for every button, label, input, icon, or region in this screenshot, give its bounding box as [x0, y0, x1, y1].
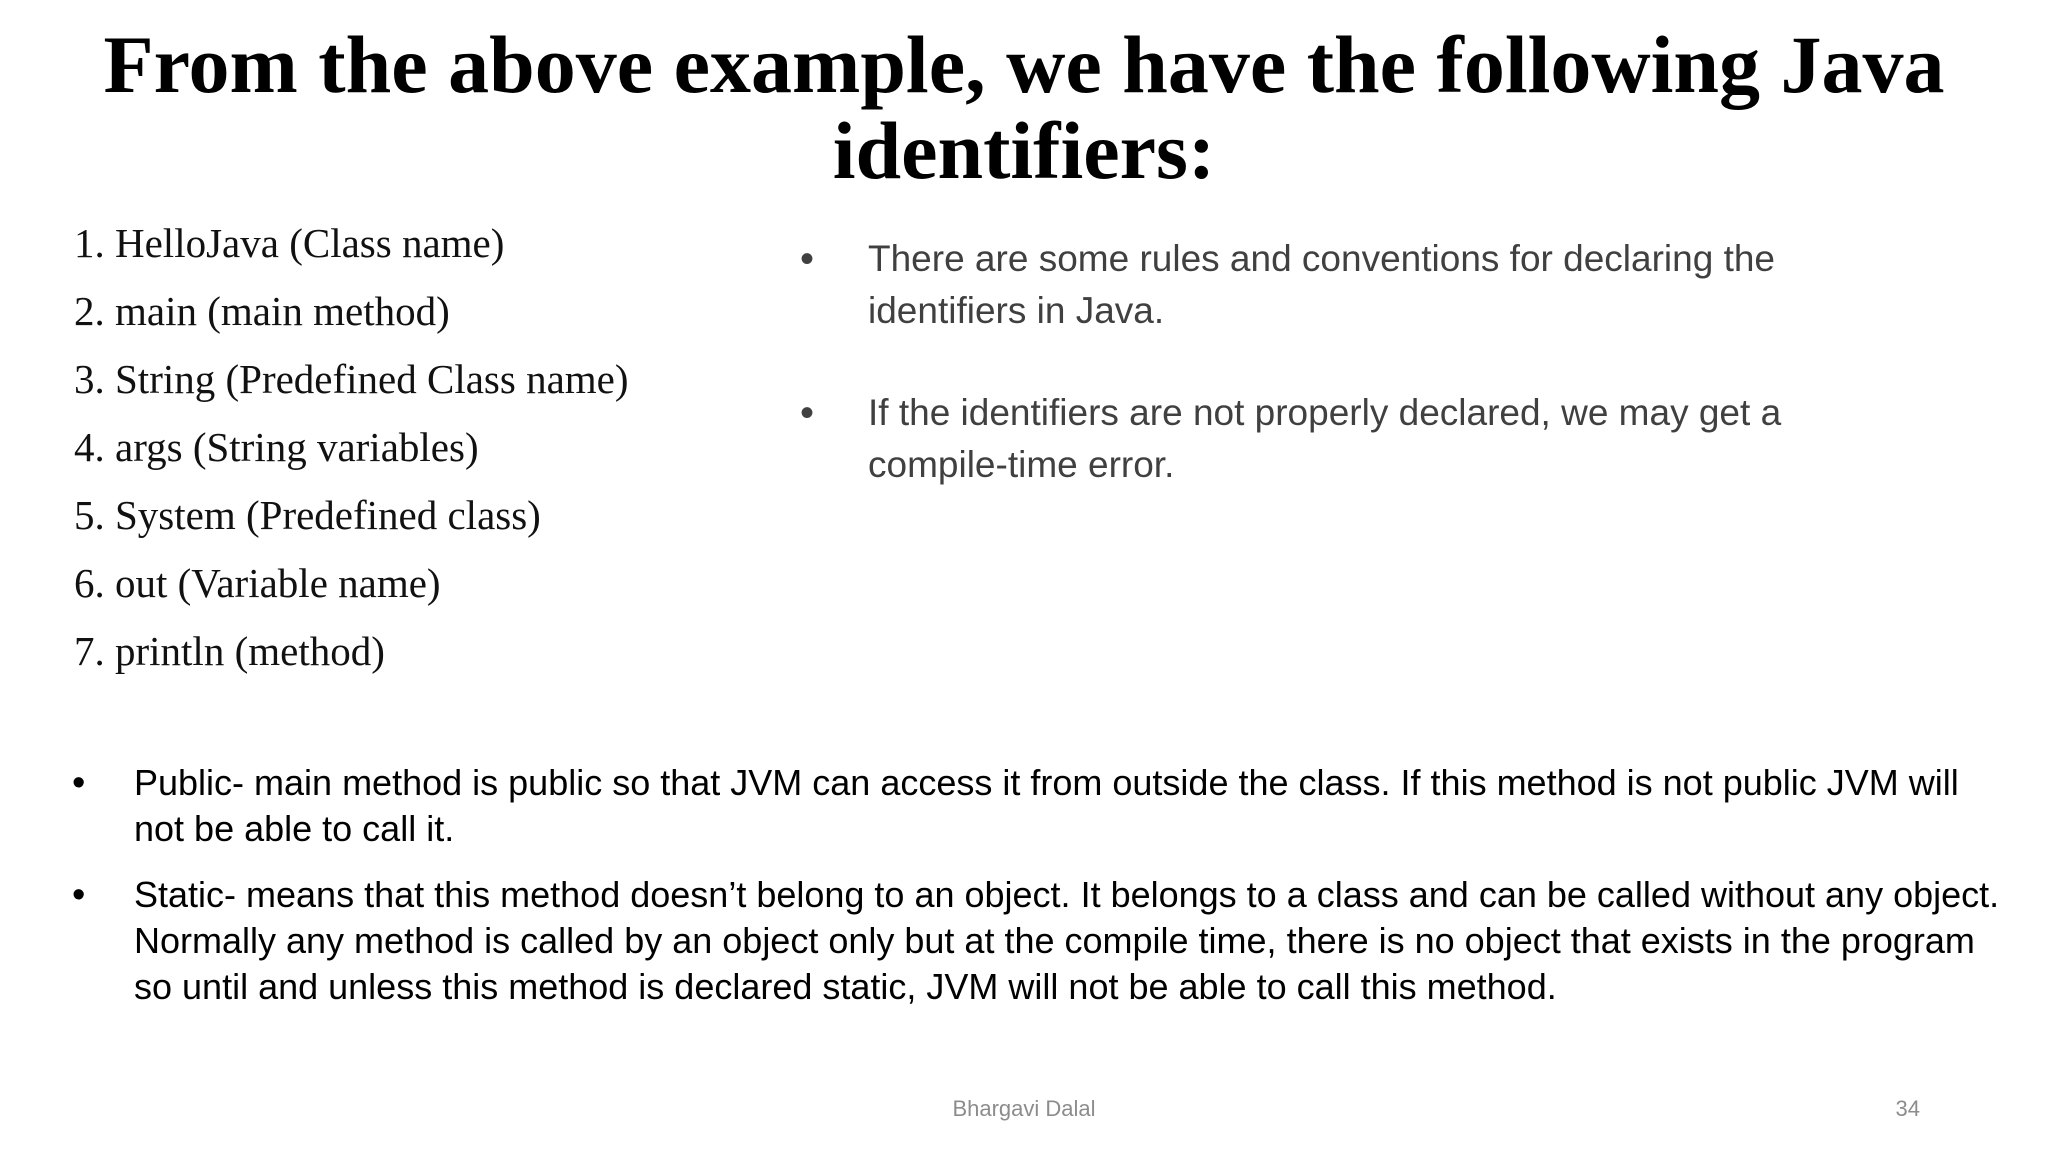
notes-item-public: [72, 760, 2012, 852]
identifier-list: [74, 215, 774, 691]
rules-list: [800, 233, 1920, 541]
bullet-icon: •: [72, 874, 86, 916]
identifier-item: 3. String (Predefined Class name): [74, 356, 629, 402]
identifier-item: 4. args (String variables): [74, 424, 479, 470]
slide-title: From the above example, we have the following Java identifiers:: [103, 19, 1945, 196]
identifier-item: 5. System (Predefined class): [74, 492, 541, 538]
bullet-icon: •: [800, 237, 815, 281]
identifier-item: 1. HelloJava (Class name): [74, 220, 505, 266]
rules-item-text: If the identifiers are not properly declared, we may get a compile-time error.: [868, 392, 1782, 485]
rules-item: [800, 233, 1920, 337]
notes-item-text: Public- main method is public so that JVM can access it from outside the class. If this method is not public JVM will not be able to call it.: [134, 762, 1959, 849]
footer-author: Bhargavi Dalal: [952, 1096, 1096, 1121]
notes-item-text: Static- means that this method doesn’t belong to an object. It belongs to a class and can be called without any object. Normally any method is called by an object only but at the compile time, there is no object that exists in the program so until and unless this method is declared static, JVM will not be able to call this method.: [134, 874, 2000, 1007]
identifier-item: 2. main (main method): [74, 288, 450, 334]
rules-item-text: There are some rules and conventions for declaring the identifiers in Java.: [868, 238, 1776, 331]
notes-item-static: [72, 872, 2012, 1010]
bullet-icon: •: [72, 762, 86, 804]
identifier-item: 6. out (Variable name): [74, 560, 441, 606]
rules-item: [800, 387, 1920, 491]
bullet-icon: •: [800, 391, 815, 435]
identifier-item: 7. println (method): [74, 628, 385, 674]
page-number: 34: [1895, 1096, 1920, 1121]
notes-list: [72, 760, 2012, 1030]
